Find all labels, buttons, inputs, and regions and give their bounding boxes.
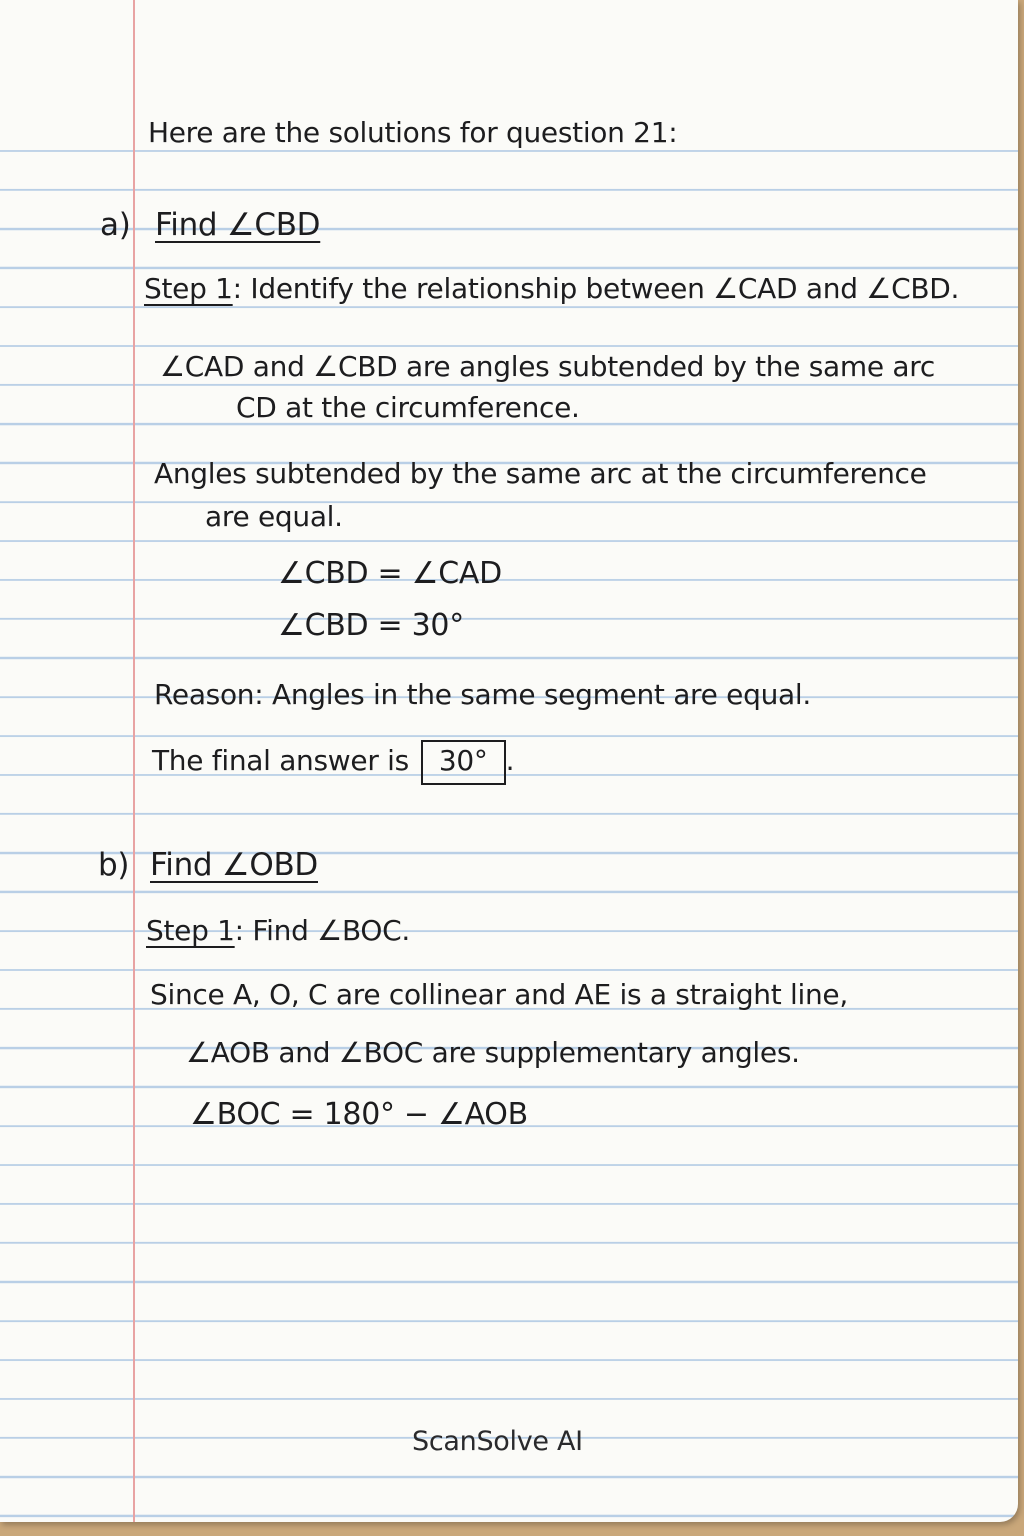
step-text: : Find ∠BOC. xyxy=(234,914,410,947)
part-b-paragraph-1-line-1: Since A, O, C are collinear and AE is a straight line, xyxy=(150,978,848,1011)
intro-text: Here are the solutions for question 21: xyxy=(148,116,678,149)
part-a-step-1 xyxy=(144,272,959,305)
part-b-heading: Find ∠OBD xyxy=(150,847,318,883)
margin-line xyxy=(133,0,135,1522)
part-b-equation-1: ∠BOC = 180° − ∠AOB xyxy=(190,1097,528,1132)
part-a-paragraph-2-line-2: are equal. xyxy=(205,500,343,533)
part-b-label: b) xyxy=(98,847,130,883)
brand-footer: ScanSolve AI xyxy=(412,1426,583,1457)
step-label: Step 1 xyxy=(144,272,233,305)
part-a-paragraph-1-line-2: CD at the circumference. xyxy=(236,391,580,424)
final-answer-box: 30° xyxy=(421,740,506,785)
part-a-reason: Reason: Angles in the same segment are equal. xyxy=(154,678,811,711)
part-a-heading: Find ∠CBD xyxy=(155,207,321,243)
part-a-equation-1: ∠CBD = ∠CAD xyxy=(278,556,502,591)
step-text: : Identify the relationship between ∠CAD and ∠CBD. xyxy=(232,272,960,305)
part-b-paragraph-1-line-2: ∠AOB and ∠BOC are supplementary angles. xyxy=(186,1036,800,1069)
part-a-final-answer-line xyxy=(152,740,514,785)
part-a-equation-2: ∠CBD = 30° xyxy=(278,608,464,643)
part-a-paragraph-2-line-1: Angles subtended by the same arc at the circumference xyxy=(154,457,927,490)
final-answer-prefix: The final answer is xyxy=(152,744,409,777)
part-b-step-1 xyxy=(146,914,410,947)
final-answer-suffix: . xyxy=(505,744,515,777)
step-label: Step 1 xyxy=(146,914,235,947)
part-a-paragraph-1-line-1: ∠CAD and ∠CBD are angles subtended by the same arc xyxy=(160,350,935,383)
part-a-label: a) xyxy=(100,207,131,243)
